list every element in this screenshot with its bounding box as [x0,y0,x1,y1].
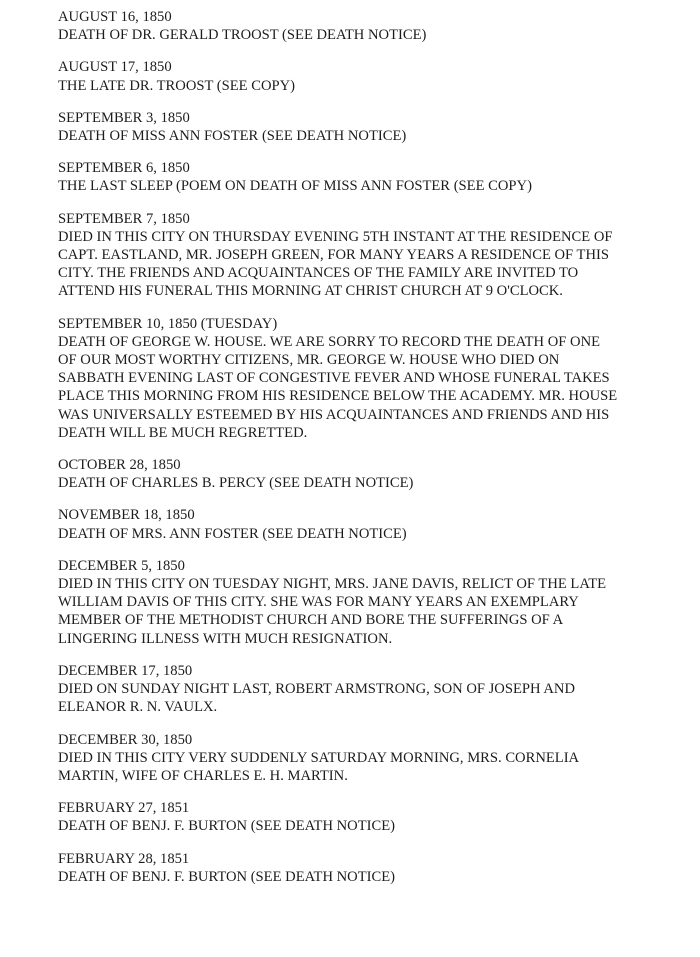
entry-date: SEPTEMBER 6, 1850 [58,160,190,177]
entry-date: NOVEMBER 18, 1850 [58,507,195,524]
entry-date: OCTOBER 28, 1850 [58,457,181,474]
entry-text-line: DIED IN THIS CITY VERY SUDDENLY SATURDAY MORNING, MRS. CORNELIA [58,749,580,766]
entry-date: DECEMBER 5, 1850 [58,557,185,574]
obituary-entry [58,799,680,835]
entry-text-line: DEATH OF CHARLES B. PERCY (SEE DEATH NOTICE) [58,475,414,492]
entry-text-line: DIED IN THIS CITY ON THURSDAY EVENING 5TH INSTANT AT THE RESIDENCE OF [58,228,613,245]
obituary-entry [58,731,680,786]
obituary-entry [58,662,680,717]
entry-date: AUGUST 17, 1850 [58,59,172,76]
entry-date: AUGUST 16, 1850 [58,9,172,25]
entry-text-line: ELEANOR R. N. VAULX. [58,699,218,716]
entry-text-line: DEATH OF MISS ANN FOSTER (SEE DEATH NOTICE) [58,128,407,145]
obituary-entry [58,557,680,648]
entry-text-line: SABBATH EVENING LAST OF CONGESTIVE FEVER AND WHOSE FUNERAL TAKES [58,370,610,387]
entry-date: FEBRUARY 27, 1851 [58,800,190,817]
entry-text-line: CITY. THE FRIENDS AND ACQUAINTANCES OF THE FAMILY ARE INVITED TO [58,265,579,282]
obituary-entry [58,8,680,44]
entry-text-line: DEATH OF MRS. ANN FOSTER (SEE DEATH NOTICE) [58,525,407,542]
entry-text-line: WAS UNIVERSALLY ESTEEMED BY HIS ACQUAINTANCES AND FRIENDS AND HIS [58,406,610,423]
entry-text-line: DEATH OF DR. GERALD TROOST (SEE DEATH NOTICE) [58,27,427,44]
entry-text-line: OF OUR MOST WORTHY CITIZENS, MR. GEORGE W. HOUSE WHO DIED ON [58,352,560,369]
obituary-entry [58,210,680,301]
entry-date: DECEMBER 30, 1850 [58,731,193,748]
entry-text-line: DEATH WILL BE MUCH REGRETTED. [58,424,308,441]
obituary-entry [58,850,680,886]
entry-text-line: ATTEND HIS FUNERAL THIS MORNING AT CHRIST CHURCH AT 9 O'CLOCK. [58,283,563,300]
entry-text-line: THE LATE DR. TROOST (SEE COPY) [58,77,296,94]
entry-text-line: MEMBER OF THE METHODIST CHURCH AND BORE THE SUFFERINGS OF A [58,612,564,629]
entry-date: DECEMBER 17, 1850 [58,662,193,679]
obituary-entry [58,506,680,542]
entry-text-line: MARTIN, WIFE OF CHARLES E. H. MARTIN. [58,767,348,784]
entry-date: SEPTEMBER 10, 1850 (TUESDAY) [58,315,278,332]
entry-text-line: DIED ON SUNDAY NIGHT LAST, ROBERT ARMSTRONG, SON OF JOSEPH AND [58,681,575,698]
entry-text-line: CAPT. EASTLAND, MR. JOSEPH GREEN, FOR MANY YEARS A RESIDENCE OF THIS [58,247,609,264]
entry-date: SEPTEMBER 3, 1850 [58,109,190,126]
entry-text-line: DEATH OF GEORGE W. HOUSE. WE ARE SORRY TO RECORD THE DEATH OF ONE [58,333,601,350]
entry-text-line: DEATH OF BENJ. F. BURTON (SEE DEATH NOTICE) [58,868,395,885]
entry-text-line: LINGERING ILLNESS WITH MUCH RESIGNATION. [58,630,393,647]
entry-text-line: DEATH OF BENJ. F. BURTON (SEE DEATH NOTICE) [58,818,395,835]
obituary-entry [58,456,680,492]
entry-date: FEBRUARY 28, 1851 [58,850,190,867]
entry-text-line: THE LAST SLEEP (POEM ON DEATH OF MISS ANN FOSTER (SEE COPY) [58,178,532,195]
entry-text-line: DIED IN THIS CITY ON TUESDAY NIGHT, MRS. JANE DAVIS, RELICT OF THE LATE [58,576,607,593]
obituary-entry [58,58,680,94]
obituary-entry [58,159,680,195]
entry-text-line: WILLIAM DAVIS OF THIS CITY. SHE WAS FOR MANY YEARS AN EXEMPLARY [58,594,579,611]
obituary-entry [58,315,680,442]
obituary-entry [58,109,680,145]
entry-date: SEPTEMBER 7, 1850 [58,210,190,227]
entry-text-line: PLACE THIS MORNING FROM HIS RESIDENCE BELOW THE ACADEMY. MR. HOUSE [58,388,618,405]
